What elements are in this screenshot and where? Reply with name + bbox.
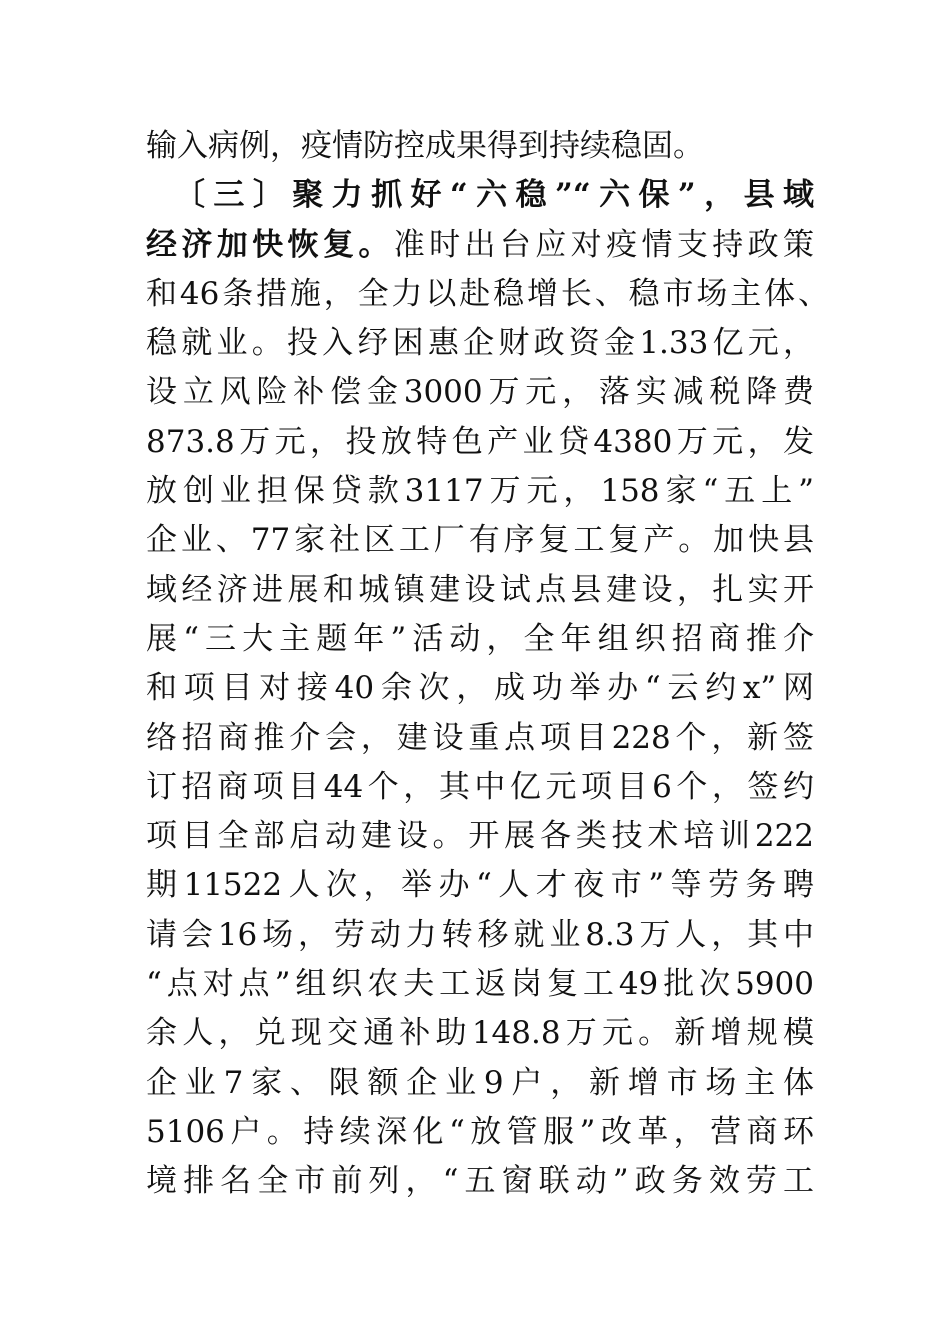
line-text: 企业7家、限额企业9户，新增市场主体 xyxy=(146,1064,814,1101)
line-text: 放创业担保贷款3117万元，158家“五上” xyxy=(146,473,814,510)
line-text: 期11522人次，举办“人才夜市”等劳务聘 xyxy=(146,867,814,904)
text-line-12 xyxy=(146,664,814,713)
line-text: 展“三大主题年”活动，全年组织招商推介 xyxy=(146,620,814,657)
text-line-16 xyxy=(146,861,814,910)
line-text: 项目全部启动建设。开展各类技术培训222 xyxy=(146,818,814,855)
line-text: 5106户。持续深化“放管服”改革，营商环 xyxy=(146,1113,814,1150)
text-line-9 xyxy=(146,516,814,565)
text-line-4 xyxy=(146,270,829,319)
line-text: 企业、77家社区工厂有序复工复产。加快县 xyxy=(146,522,814,559)
section-heading-line xyxy=(146,171,814,220)
text-line-6 xyxy=(146,368,814,417)
text-line-15 xyxy=(146,812,814,861)
line-text: “点对点”组织农夫工返岗复工49批次5900 xyxy=(146,966,814,1003)
line-text: 请会16场，劳动力转移就业8.3万人，其中 xyxy=(146,916,814,953)
line-text: 域经济进展和城镇建设试点县建设，扎实开 xyxy=(146,571,814,608)
text-line-22 xyxy=(146,1157,814,1206)
line-text: 输入病例，疫情防控成果得到持续稳固。 xyxy=(146,128,704,164)
line-text: 和46条措施，全力以赴稳增长、稳市场主体、 xyxy=(146,275,829,312)
line-text: 订招商项目44个，其中亿元项目6个，签约 xyxy=(146,768,814,805)
section-heading-text: 〔三〕聚力抓好“六稳”“六保”，县域 xyxy=(174,177,814,214)
text-line-5 xyxy=(146,319,814,368)
text-line-17 xyxy=(146,911,814,960)
text-line-10 xyxy=(146,566,814,615)
section-heading-text-cont: 经济加快恢复。 xyxy=(146,226,394,263)
text-line-14 xyxy=(146,763,814,812)
text-line-13 xyxy=(146,714,814,763)
text-line-3 xyxy=(146,221,814,270)
text-line-1 xyxy=(146,122,814,171)
line-text: 和项目对接40余次，成功举办“云约x”网 xyxy=(146,670,814,707)
text-line-8 xyxy=(146,467,814,516)
line-text: 准时出台应对疫情支持政策 xyxy=(393,226,815,263)
body-text xyxy=(146,122,846,1207)
text-line-20 xyxy=(146,1059,814,1108)
text-line-11 xyxy=(146,615,814,664)
text-line-18 xyxy=(146,960,814,1009)
line-text: 余人，兑现交通补助148.8万元。新增规模 xyxy=(146,1015,814,1052)
text-line-19 xyxy=(146,1009,814,1058)
line-text: 稳就业。投入纾困惠企财政资金1.33亿元， xyxy=(146,325,814,362)
text-line-7 xyxy=(146,418,814,467)
line-text: 络招商推介会，建设重点项目228个，新签 xyxy=(146,719,814,756)
line-text: 设立风险补偿金3000万元，落实减税降费 xyxy=(146,374,814,411)
line-text: 境排名全市前列，“五窗联动”政务效劳工 xyxy=(146,1163,814,1200)
line-text: 873.8万元，投放特色产业贷4380万元，发 xyxy=(146,423,814,460)
text-line-21 xyxy=(146,1108,814,1157)
